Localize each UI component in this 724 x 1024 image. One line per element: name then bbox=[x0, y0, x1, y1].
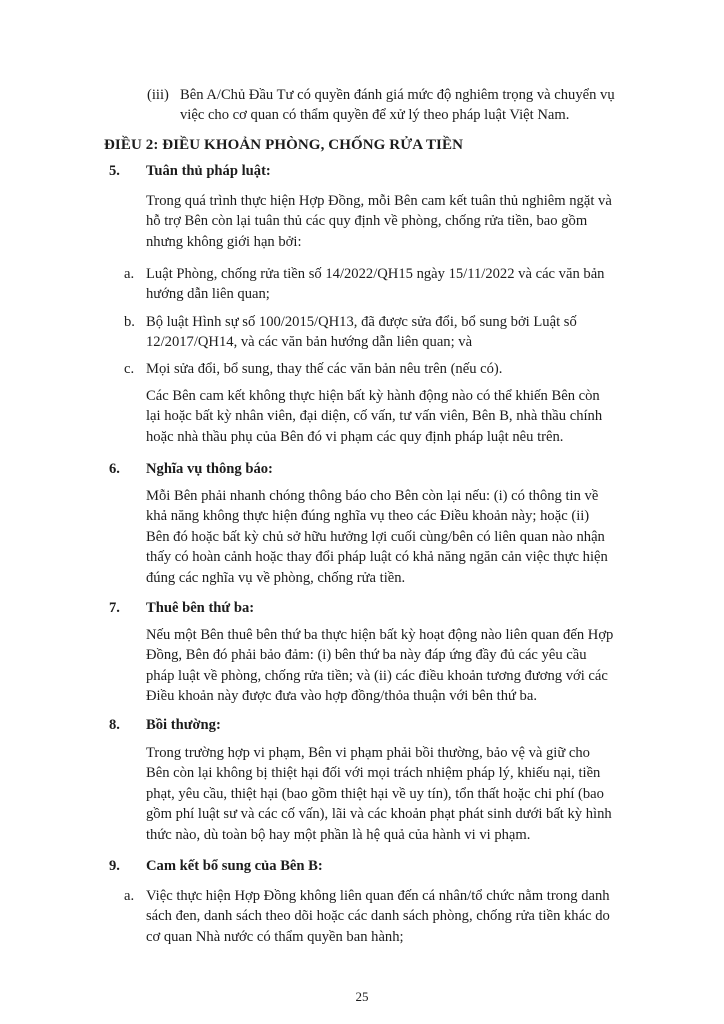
text-line: Việc thực hiện Hợp Đồng không liên quan đến cá nhân/tổ chức nằm trong danh bbox=[146, 888, 610, 904]
text-line: Bên A/Chủ Đầu Tư có quyền đánh giá mức độ nghiêm trọng và chuyển vụ bbox=[180, 87, 615, 103]
text-line: Luật Phòng, chống rửa tiền số 14/2022/QH15 ngày 15/11/2022 và các văn bản bbox=[146, 266, 605, 282]
list-marker: a. bbox=[124, 888, 135, 904]
section-title: Thuê bên thứ ba: bbox=[146, 600, 255, 616]
list-marker: b. bbox=[124, 314, 135, 330]
article-heading: ĐIỀU 2: ĐIỀU KHOẢN PHÒNG, CHỐNG RỬA TIỀN bbox=[104, 137, 464, 153]
section-number: 6. bbox=[109, 461, 120, 477]
text-line: nhưng không giới hạn bởi: bbox=[146, 233, 302, 250]
text-line: Mỗi Bên phải nhanh chóng thông báo cho Bên còn lại nếu: (i) có thông tin về bbox=[146, 488, 599, 504]
text-line: khả năng không thực hiện đúng nghĩa vụ theo các Điều khoản này; hoặc (ii) bbox=[146, 508, 590, 525]
section-title: Cam kết bổ sung của Bên B: bbox=[146, 858, 323, 874]
text-line: Các Bên cam kết không thực hiện bất kỳ hành động nào có thể khiến Bên còn bbox=[146, 388, 600, 404]
section-5-closing bbox=[146, 386, 648, 447]
section-number: 9. bbox=[109, 858, 120, 874]
text-line: gồm phí luật sư và các cố vấn), lãi và các khoản phạt phát sinh dưới bất kỳ hình bbox=[146, 806, 612, 823]
text-line: thấy có hoàn cảnh hoặc thay đổi pháp luật có khả năng ngăn cản việc thực hiện bbox=[146, 549, 608, 566]
text-line: Trong quá trình thực hiện Hợp Đồng, mỗi Bên cam kết tuân thủ nghiêm ngặt và bbox=[146, 193, 612, 209]
section-title: Nghĩa vụ thông báo: bbox=[146, 461, 273, 477]
text-line: Bên đó hoặc bất kỳ chủ sở hữu hưởng lợi cuối cùng/bên có liên quan nào nhận bbox=[146, 528, 605, 545]
text-line: Bộ luật Hình sự số 100/2015/QH13, đã được sửa đổi, bổ sung bởi Luật số bbox=[146, 314, 577, 330]
list-item-text bbox=[146, 886, 648, 947]
text-line: Bên còn lại không bị thiệt hại đối với mọi trách nhiệm pháp lý, khiếu nại, tiền bbox=[146, 765, 601, 782]
list-item-9a bbox=[124, 886, 648, 947]
text-line: Nếu một Bên thuê bên thứ ba thực hiện bất kỳ hoạt động nào liên quan đến Hợp bbox=[146, 627, 614, 643]
section-number: 7. bbox=[109, 600, 120, 616]
text-line: hỗ trợ Bên còn lại tuân thủ các quy định về phòng, chống rửa tiền, bao gồm bbox=[146, 213, 588, 230]
page-number: 25 bbox=[355, 989, 369, 1004]
section-7-body bbox=[146, 625, 648, 707]
list-item-5a bbox=[124, 264, 648, 305]
text-line: sách đen, danh sách theo dõi hoặc các danh sách phòng, chống rửa tiền khác do bbox=[146, 908, 610, 925]
text-line: pháp luật về phòng, chống rửa tiền; và (ii) các điều khoản tương đương với các bbox=[146, 667, 608, 684]
text-line: việc cho cơ quan có thẩm quyền để xử lý theo pháp luật Việt Nam. bbox=[180, 107, 570, 124]
list-item-text bbox=[146, 359, 648, 379]
text-line: lại hoặc bất kỳ nhân viên, đại diện, cố vấn, tư vấn viên, Bên B, nhà thầu chính bbox=[146, 408, 603, 425]
section-5-intro bbox=[146, 191, 648, 252]
list-marker: (iii) bbox=[147, 87, 169, 103]
text-line: Trong trường hợp vi phạm, Bên vi phạm phải bồi thường, bảo vệ và giữ cho bbox=[146, 745, 590, 761]
text-line: Đồng, Bên đó phải bảo đảm: (i) bên thứ ba này đáp ứng đầy đủ các yêu cầu bbox=[146, 647, 587, 664]
text-line: hoặc nhà thầu phụ của Bên đó vi phạm các quy định pháp luật nêu trên. bbox=[146, 428, 564, 445]
text-line: hướng dẫn liên quan; bbox=[146, 286, 270, 303]
section-number: 8. bbox=[109, 717, 120, 733]
section-8-body bbox=[146, 743, 648, 845]
section-6-body bbox=[146, 486, 648, 588]
text-line: Mọi sửa đổi, bổ sung, thay thế các văn bản nêu trên (nếu có). bbox=[146, 361, 503, 377]
list-item-5c bbox=[124, 359, 648, 379]
text-line: 12/2017/QH14, và các văn bản hướng dẫn liên quan; và bbox=[146, 334, 473, 351]
list-item-iii bbox=[147, 85, 647, 126]
list-item-text bbox=[146, 264, 648, 305]
section-title: Tuân thủ pháp luật: bbox=[146, 163, 271, 179]
text-line: thức nào, dù toàn bộ hay một phần là hệ quả của hành vi vi phạm. bbox=[146, 826, 531, 843]
text-line: đúng các nghĩa vụ về phòng, chống rửa tiền. bbox=[146, 569, 406, 586]
list-item-text bbox=[146, 312, 648, 353]
list-marker: c. bbox=[124, 361, 135, 377]
section-title: Bồi thường: bbox=[146, 717, 221, 733]
text-line: phạt, yêu cầu, thiệt hại (bao gồm thiệt hại về uy tín), tổn thất hoặc chi phí (bao bbox=[146, 785, 604, 802]
text-line: cơ quan Nhà nước có thẩm quyền ban hành; bbox=[146, 928, 404, 945]
text-line: Điều khoản này được đưa vào hợp đồng/thỏa thuận với bên thứ ba. bbox=[146, 688, 537, 705]
list-item-text bbox=[180, 85, 647, 126]
section-number: 5. bbox=[109, 163, 120, 179]
list-marker: a. bbox=[124, 266, 135, 282]
list-item-5b bbox=[124, 312, 648, 353]
